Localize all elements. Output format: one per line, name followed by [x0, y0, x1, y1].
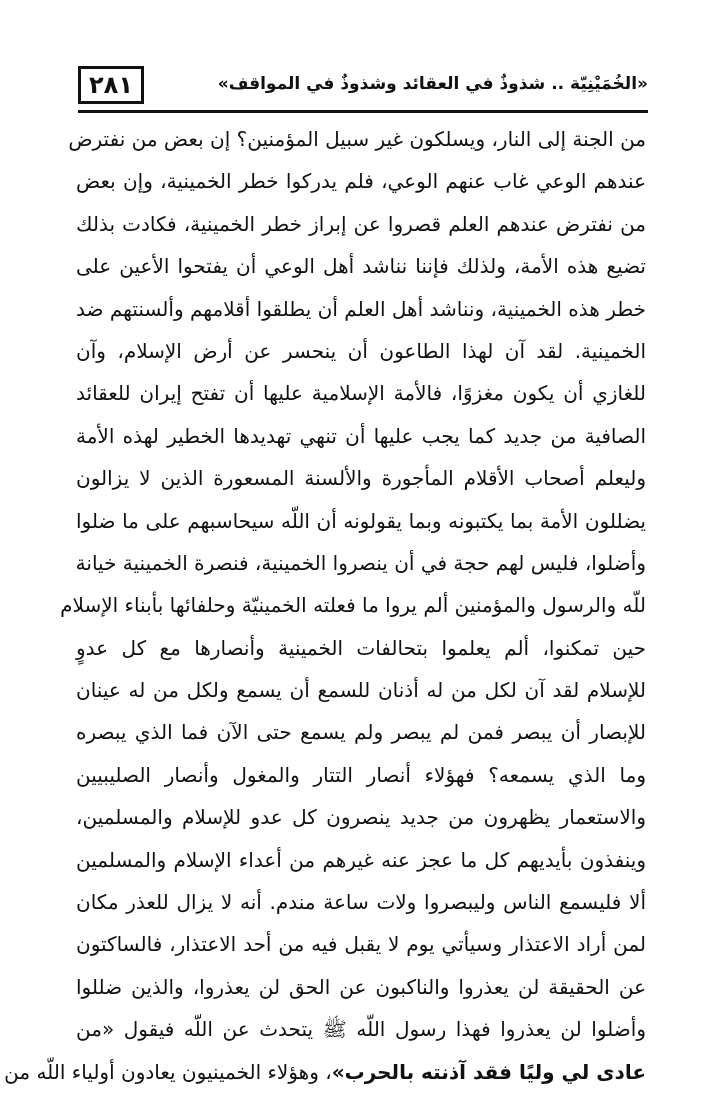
- hadith-quote: عادى لي وليًا فقد آذنته بالحرب»: [331, 1059, 646, 1084]
- text-line: الخمينية. لقد آن لهذا الطاعون أن ينحسر عن أرض الإسلام، وآن: [76, 338, 646, 363]
- text-line-final: [4, 1051, 646, 1093]
- text-line: من الجنة إلى النار، ويسلكون غير سبيل المؤمنين؟ إن بعض من نفترض: [68, 127, 646, 151]
- text-line: حين تمكنوا، ألم يعلموا بتحالفات الخمينية وأنصارها مع كل عدوٍ: [76, 635, 646, 660]
- text-line: للإسلام لقد آن لكل من له أذنان للسمع أن يسمع ولكل من له عينان: [76, 678, 646, 703]
- text-line: لمن أراد الاعتذار وسيأتي يوم لا يقبل فيه من أحد الاعتذار، فالساكتون: [76, 932, 646, 957]
- text-line: ألا فليسمع الناس وليبصروا ولات ساعة مندم. أنه لا يزال للعذر مكان: [76, 890, 646, 915]
- text-line: وليعلم أصحاب الأقلام المأجورة والألسنة المسعورة الذين لا يزالون: [76, 466, 646, 491]
- text-line: وأضلوا لن يعذروا فهذا رسول اللّه ﷺ يتحدث عن اللّه فيقول «من: [76, 1017, 646, 1042]
- page-header: [78, 64, 648, 113]
- text-line: وما الذي يسمعه؟ فهؤلاء أنصار التتار والمغول وأنصار الصليبيين: [76, 762, 646, 787]
- page-number: ٢٨١: [78, 66, 144, 104]
- text-line: تضيع هذه الأمة، ولذلك فإننا نناشد أهل الوعي أن يفتحوا الأعين على: [76, 254, 646, 279]
- body-text: [4, 118, 646, 1093]
- text-line: للإبصار أن يبصر فمن لم يبصر ولم يسمع حتى الآن فما الذي يبصره: [76, 720, 646, 745]
- text-line: من نفترض عندهم العلم قصروا عن إبراز خطر الخمينية، فكادت بذلك: [76, 211, 646, 236]
- text-line: للّه والرسول والمؤمنين ألم يروا ما فعلته الخمينيّة وحلفائها بأبناء الإسلام: [60, 593, 646, 618]
- text-line-tail: ، وهؤلاء الخمينيون يعادون أولياء اللّه من: [4, 1059, 332, 1084]
- text-line: وينفذون بأيديهم كل ما عجز عنه غيرهم من أعداء الإسلام والمسلمين: [76, 847, 646, 872]
- text-line: يضللون الأمة بما يكتبونه وبما يقولونه أن اللّه سيحاسبهم على ما ضلوا: [76, 508, 646, 533]
- text-line: عن الحقيقة لن يعذروا والناكبون عن الحق لن يعذروا، والذين ضللوا: [76, 974, 646, 999]
- text-line: خطر هذه الخمينية، ونناشد أهل العلم أن يطلقوا أقلامهم وألسنتهم ضد: [76, 296, 646, 321]
- text-line: عندهم الوعي غاب عنهم الوعي، فلم يدركوا خطر الخمينية، وإن بعض: [76, 169, 646, 194]
- text-line: للغازي أن يكون مغزوًا، فالأمة الإسلامية عليها أن تفتح إيران للعقائد: [76, 381, 646, 406]
- running-title: «الخُمَيْنِيّة .. شذوذٌ في العقائد وشذوذٌ في المواقف»: [217, 74, 648, 94]
- text-line: الصافية من جديد كما يجب عليها أن تنهي تهديدها الخطير لهذه الأمة: [76, 423, 646, 448]
- text-line: والاستعمار يظهرون من جديد ينصرون كل عدو للإسلام والمسلمين،: [76, 805, 646, 830]
- text-line: وأضلوا، فليس لهم حجة في أن ينصروا الخمينية، فنصرة الخمينية خيانة: [75, 550, 646, 575]
